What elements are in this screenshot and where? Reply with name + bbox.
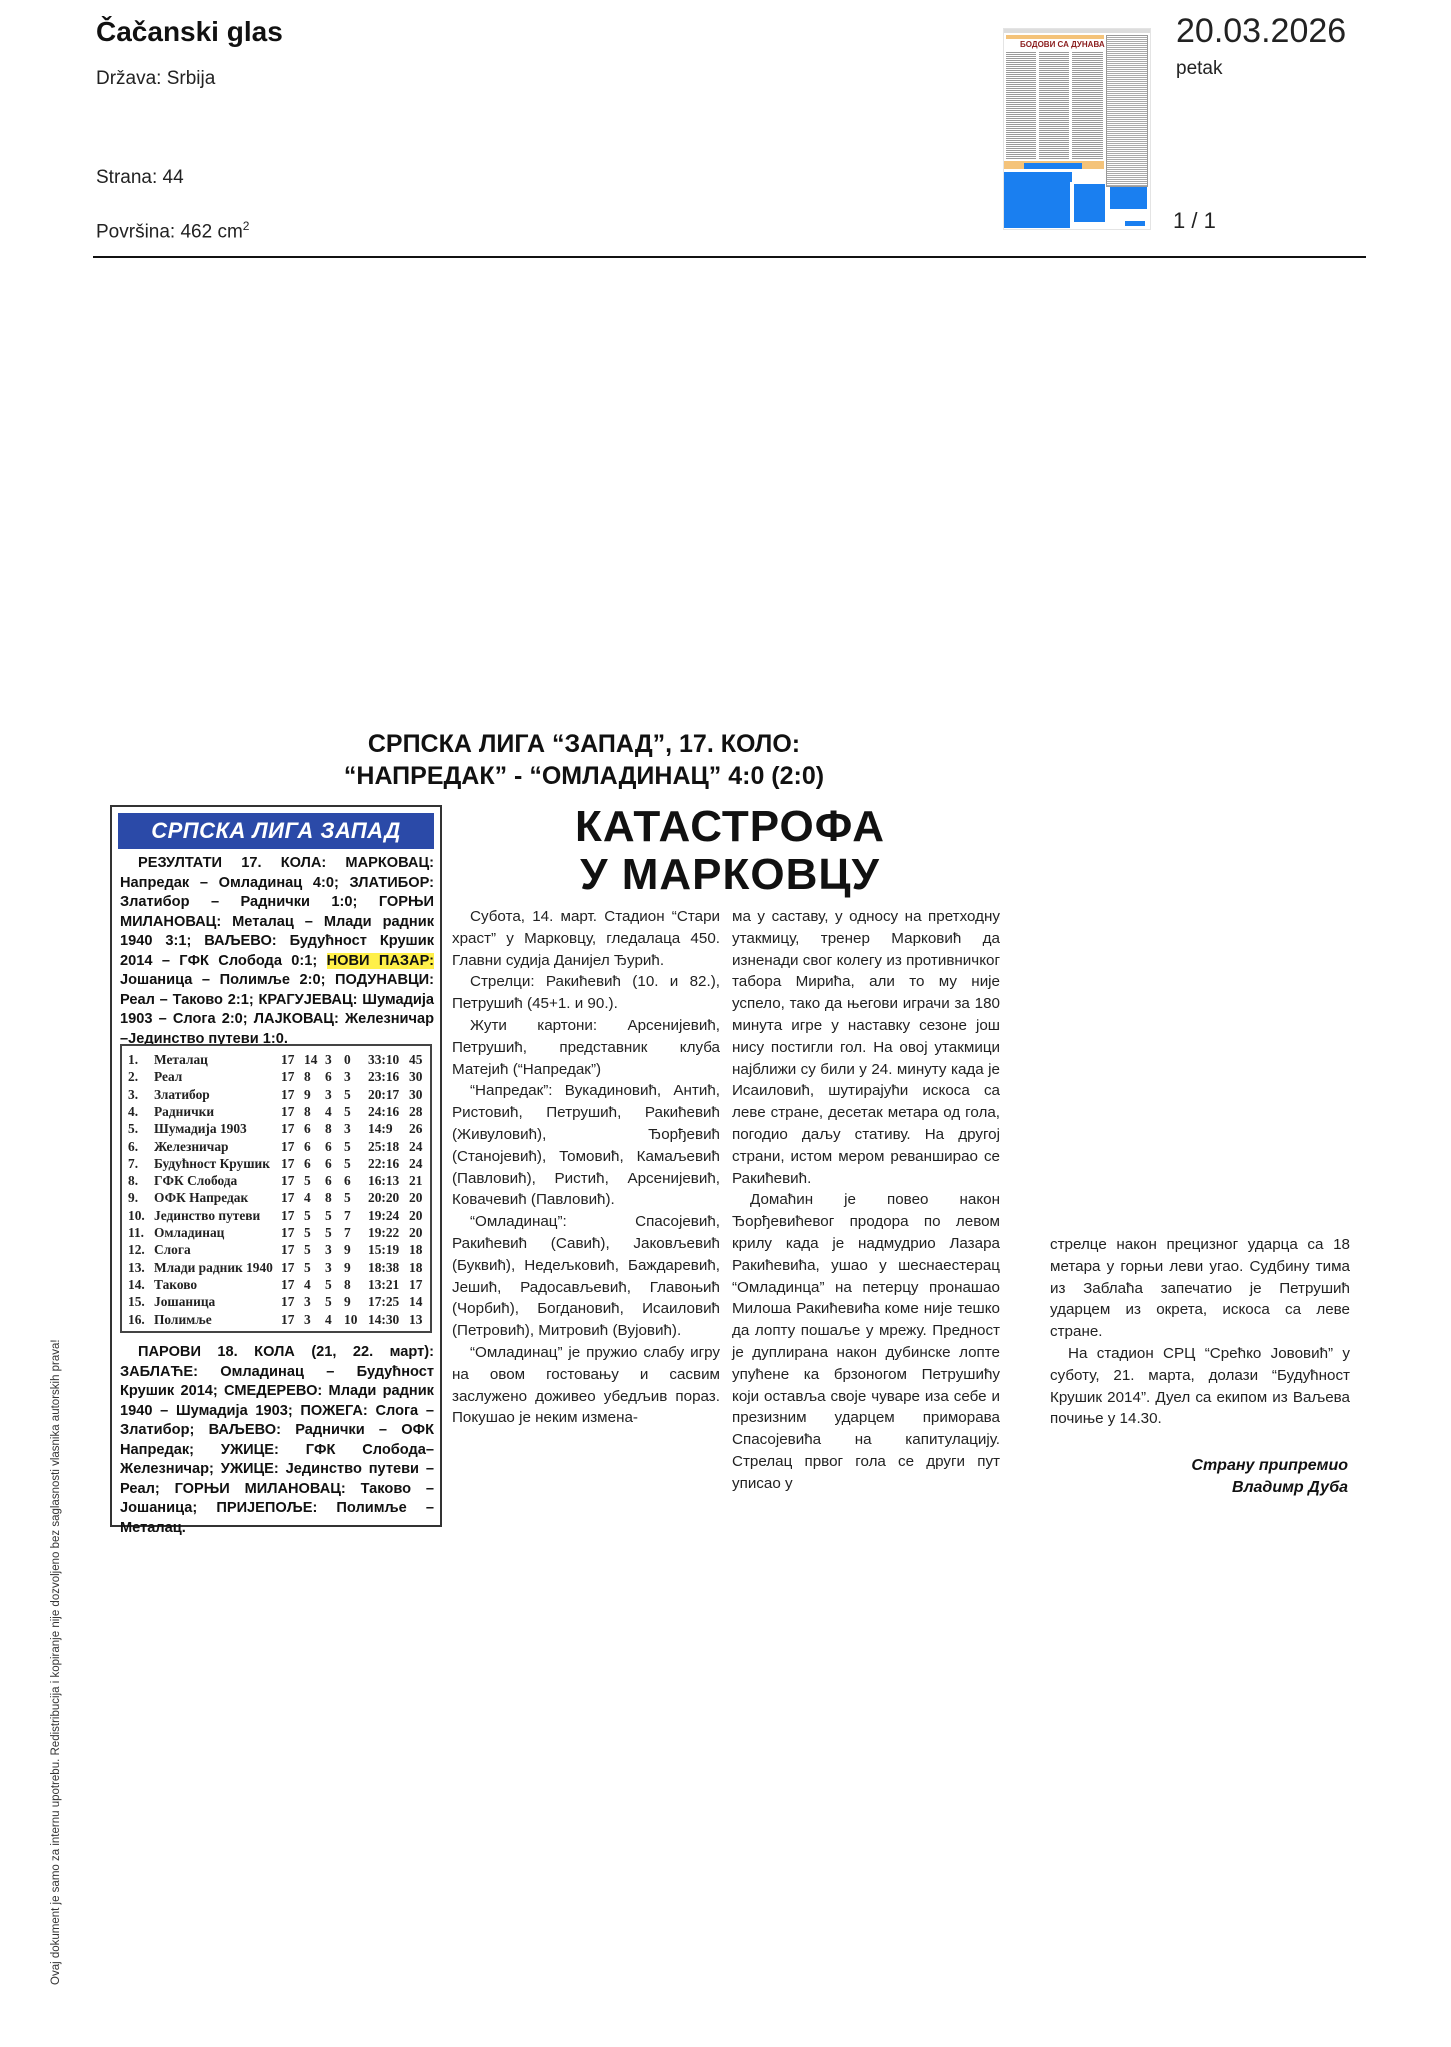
- standings-drawn: 3: [325, 1259, 332, 1275]
- standings-goals: 23:16: [368, 1069, 400, 1085]
- standings-won: 6: [304, 1121, 311, 1137]
- standings-drawn: 3: [325, 1242, 332, 1258]
- standings-lost: 7: [344, 1207, 351, 1223]
- standings-rank: 1.: [128, 1052, 139, 1067]
- standings-lost: 6: [344, 1173, 351, 1189]
- header-divider: [93, 256, 1366, 258]
- thumbnail-text-column: [1039, 51, 1069, 159]
- standings-lost: 10: [344, 1311, 358, 1327]
- standings-row: [126, 1087, 426, 1104]
- standings-goals: 20:20: [368, 1190, 400, 1206]
- league-sidebar-box: [110, 805, 442, 1536]
- standings-drawn: 6: [325, 1155, 332, 1171]
- thumbnail-highlight-block: [1024, 163, 1082, 169]
- standings-team: Раднички: [154, 1103, 215, 1119]
- thumbnail-highlight-block: [1074, 184, 1105, 222]
- author-signature: [1100, 1455, 1348, 1499]
- results-text-continued: Јошаница – Полимље 2:0; ПОДУНАВЦИ: Реал – Таково 2:1; КРАГУЈЕВАЦ: Шумадија 1903 – Слога 2:0; ЛАЈКОВАЦ: Железничар –Јединство путеви 1:0.: [120, 972, 434, 1047]
- thumbnail-text-column: [1072, 51, 1103, 159]
- standings-won: 14: [304, 1052, 318, 1067]
- standings-played: 17: [281, 1173, 295, 1189]
- article-paragraph: ма у саставу, у односу на претходну утакмицу, тренер Марковић да изненади свог колегу из противничког табора Мирића, али то му није успело, тако да његови играчи за 180 минута игре у наставку сезоне још нису постигли гол. На овој утакмици најближи су били у 24. минуту када је Исаиловић, шутирајући искоса са леве стране, десетак метара од гола, погодио даљу стативу. На другој страни, истом мером реванширао се Ракићевић.: [732, 908, 1000, 1187]
- standings-rank: 4.: [128, 1103, 139, 1119]
- standings-goals: 33:10: [368, 1052, 400, 1067]
- standings-won: 8: [304, 1103, 311, 1119]
- standings-row: [126, 1139, 426, 1156]
- standings-played: 17: [281, 1259, 295, 1275]
- copyright-watermark: Ovaj dokument je samo za internu upotrebu. Redistribucija i kopiranje nije dozvoljeno bez saglasnosti vlasnika autorskih prava!: [50, 1339, 62, 1985]
- standings-team: Будућност Крушик: [154, 1155, 270, 1171]
- thumbnail-highlight-block: [1054, 172, 1072, 182]
- standings-drawn: 8: [325, 1190, 332, 1206]
- article-column-1: [452, 906, 720, 1429]
- standings-drawn: 5: [325, 1276, 332, 1292]
- standings-goals: 18:38: [368, 1259, 400, 1275]
- signature-line-1: Страну припремио: [1191, 1457, 1348, 1474]
- standings-played: 17: [281, 1311, 295, 1327]
- article-paragraph: На стадион СРЦ “Срећко Јововић” у суботу, 21. марта, долази “Будућност Крушик 2014”. Дуел са екипом из Ваљева почиње у 14.30.: [1050, 1344, 1350, 1428]
- standings-rank: 11.: [128, 1225, 144, 1240]
- standings-played: 17: [281, 1103, 295, 1119]
- page-thumbnail[interactable]: [1003, 28, 1151, 230]
- supertitle-line-2: “НАПРЕДАК” - “ОМЛАДИНАЦ” 4:0 (2:0): [343, 762, 825, 790]
- standings-rank: 6.: [128, 1138, 139, 1154]
- standings-rank: 2.: [128, 1069, 139, 1085]
- supertitle-line-1: СРПСКА ЛИГА “ЗАПАД”, 17. КОЛО:: [367, 730, 801, 758]
- article-paragraph: “Омладинац” је пружио слабу игру на овом гостовању и сасвим заслужено доживео убедљив пораз. Покушао је неким измена-: [452, 1343, 720, 1427]
- standings-goals: 14:9: [368, 1121, 393, 1137]
- headline-line-2: У МАРКОВЦУ: [580, 850, 880, 899]
- standings-points: 20: [409, 1190, 423, 1206]
- standings-lost: 8: [344, 1276, 351, 1292]
- article-headline: [530, 803, 930, 899]
- article-paragraph: Жути картони: Арсенијевић, Петрушић, представник клуба Матејић (“Напредак”): [452, 1016, 720, 1078]
- standings-goals: 20:17: [368, 1086, 400, 1102]
- standings-row: [126, 1208, 426, 1225]
- standings-goals: 25:18: [368, 1138, 400, 1154]
- round-results: [120, 854, 434, 1049]
- standings-drawn: 6: [325, 1173, 332, 1189]
- thumbnail-band: [1006, 35, 1104, 39]
- article-supertitle: [314, 728, 854, 792]
- standings-lost: 3: [344, 1121, 351, 1137]
- area-label: [96, 219, 249, 243]
- standings-lost: 9: [344, 1259, 351, 1275]
- standings-points: 30: [409, 1086, 423, 1102]
- article-column-3: [1050, 1234, 1350, 1430]
- pairs-text: ПАРОВИ 18. КОЛА (21, 22. март): ЗАБЛАЋЕ: Омладинац – Будућност Крушик 2014; СМЕДЕРЕВО: Млади радник 1940 – Шумадија 1903; ПОЖЕГА: Слога – Златибор; ВАЉЕВО: Раднички – ОФК Напредак; УЖИЦЕ: ГФК Слобода–Железничар; УЖИЦЕ: Јединство путеви – Реал; ГОРЊИ МИЛАНОВАЦ: Таково – Јошаница; ПРИЈЕПОЉЕ: Полимље – Металац.: [120, 1344, 434, 1536]
- standings-lost: 5: [344, 1103, 351, 1119]
- standings-won: 3: [304, 1311, 311, 1327]
- thumbnail-title: БОДОВИ СА ДУНАВА: [1020, 40, 1105, 49]
- standings-row: [126, 1173, 426, 1190]
- standings-team: Јединство путеви: [154, 1207, 261, 1223]
- standings-played: 17: [281, 1276, 295, 1292]
- standings-points: 24: [409, 1155, 423, 1171]
- article-paragraph: “Омладинац”: Спасојевић, Ракићевић (Савић), Јаковљевић (Буквић), Недељковић, Баждаревић, Јешић, Радосављевић, Главоњић (Чорбић), Богдановић, Исаиловић (Петровић), Митровић (Вујовић).: [452, 1213, 720, 1340]
- standings-row: [126, 1052, 426, 1069]
- standings-table: [120, 1044, 432, 1333]
- standings-drawn: 5: [325, 1225, 332, 1240]
- standings-rank: 8.: [128, 1173, 139, 1189]
- standings-lost: 5: [344, 1190, 351, 1206]
- article-paragraph: “Напредак”: Вукадиновић, Антић, Ристовић, Петрушић, Ракићевић (Живуловић), Ђорђевић (Станојевић), Томовић, Камаљевић (Павловић), Ристић, Арсенијевић, Ковачевић (Павловић).: [452, 1082, 720, 1209]
- page-count: 1 / 1: [1173, 208, 1216, 233]
- standings-drawn: 5: [325, 1294, 332, 1310]
- standings-points: 20: [409, 1207, 423, 1223]
- standings-lost: 5: [344, 1086, 351, 1102]
- standings-row: [126, 1190, 426, 1207]
- standings-won: 6: [304, 1155, 311, 1171]
- standings-row: [126, 1121, 426, 1138]
- area-value: Površina: 462 cm: [96, 221, 243, 243]
- standings-rank: 16.: [128, 1311, 145, 1327]
- standings-played: 17: [281, 1190, 295, 1206]
- standings-drawn: 5: [325, 1207, 332, 1223]
- standings-lost: 3: [344, 1069, 351, 1085]
- standings-row: [126, 1242, 426, 1259]
- standings-drawn: 4: [325, 1103, 332, 1119]
- league-box-title: СРПСКА ЛИГА ЗАПАД: [118, 813, 434, 849]
- results-text: РЕЗУЛТАТИ 17. КОЛА: МАРКОВАЦ: Напредак – Омладинац 4:0; ЗЛАТИБОР: Златибор – Раднички 1:0; ГОРЊИ МИЛАНОВАЦ: Металац – Млади радник 1940 3:1; ВАЉЕВО: Будућност Крушик 2014 – ГФК Слобода 0:1;: [120, 855, 434, 969]
- standings-team: Омладинац: [154, 1225, 225, 1240]
- publication-title: Čačanski glas: [96, 16, 283, 47]
- standings-row: [126, 1156, 426, 1173]
- thumbnail-sidebar: [1106, 35, 1148, 187]
- standings-team: Слога: [154, 1242, 191, 1258]
- standings-rank: 13.: [128, 1259, 145, 1275]
- standings-lost: 9: [344, 1294, 351, 1310]
- standings-team: Јошаница: [154, 1294, 216, 1310]
- standings-drawn: 4: [325, 1311, 332, 1327]
- signature-author: Владимр Дуба: [1232, 1479, 1348, 1496]
- standings-won: 5: [304, 1207, 311, 1223]
- standings-lost: 9: [344, 1242, 351, 1258]
- standings-points: 20: [409, 1225, 423, 1240]
- standings-goals: 19:24: [368, 1207, 400, 1223]
- standings-team: ОФК Напредак: [154, 1190, 249, 1206]
- standings-points: 14: [409, 1294, 423, 1310]
- standings-team: Полимље: [154, 1311, 212, 1327]
- standings-goals: 19:22: [368, 1225, 400, 1240]
- weekday: petak: [1176, 58, 1223, 79]
- standings-team: Млади радник 1940: [154, 1259, 273, 1275]
- standings-points: 26: [409, 1121, 423, 1137]
- standings-goals: 22:16: [368, 1155, 400, 1171]
- standings-points: 24: [409, 1138, 423, 1154]
- standings-played: 17: [281, 1121, 295, 1137]
- standings-played: 17: [281, 1294, 295, 1310]
- standings-row: [126, 1277, 426, 1294]
- publication-date: 20.03.2026: [1176, 12, 1347, 50]
- headline-line-1: КАТАСТРОФА: [574, 802, 885, 851]
- article-paragraph: Домаћин је повео након Ђорђевићевог продора по левом крилу када је надмудрио Лазара Ракићевића, ушао у шеснаестерац “Омладинца” на петерцу пронашао Милоша Ракићевића коме није тешко да лопту пошаље у мрежу. Предност је дуплирана након дубинске лопте упућене ка брзоногом Петрушићу који оставља своје чуваре иза себе и презизним ударцем приморава Спасојевића на капитулацију. Стрелац првог гола се други пут уписао у: [732, 1191, 1000, 1492]
- standings-points: 13: [409, 1311, 423, 1327]
- country-label: Država: Srbija: [96, 68, 216, 89]
- standings-team: ГФК Слобода: [154, 1173, 238, 1189]
- standings-rank: 14.: [128, 1276, 145, 1292]
- page-label: Strana: 44: [96, 167, 184, 188]
- standings-rank: 3.: [128, 1086, 139, 1102]
- area-unit-superscript: 2: [242, 219, 250, 233]
- standings-played: 17: [281, 1225, 295, 1240]
- standings-won: 5: [304, 1225, 311, 1240]
- standings-drawn: 3: [325, 1052, 332, 1067]
- standings-drawn: 8: [325, 1121, 332, 1137]
- standings-points: 45: [409, 1052, 423, 1067]
- standings-rank: 10.: [128, 1207, 145, 1223]
- thumbnail-text-column: [1006, 51, 1036, 159]
- thumbnail-highlight-block: [1110, 187, 1147, 209]
- standings-lost: 0: [344, 1052, 351, 1067]
- standings-team: Железничар: [154, 1138, 229, 1154]
- standings-played: 17: [281, 1207, 295, 1223]
- standings-row: [126, 1260, 426, 1277]
- standings-lost: 5: [344, 1138, 351, 1154]
- standings-rank: 12.: [128, 1242, 145, 1258]
- standings-row: [126, 1104, 426, 1121]
- next-round-pairs: [120, 1343, 434, 1538]
- standings-points: 28: [409, 1103, 423, 1119]
- standings-won: 3: [304, 1294, 311, 1310]
- standings-row: [126, 1312, 426, 1329]
- standings-won: 4: [304, 1276, 311, 1292]
- standings-team: Металац: [154, 1052, 208, 1067]
- standings-row: [126, 1069, 426, 1086]
- standings-played: 17: [281, 1242, 295, 1258]
- standings-points: 18: [409, 1242, 423, 1258]
- standings-team: Реал: [154, 1069, 183, 1085]
- article-paragraph: Субота, 14. март. Стадион “Стари храст” у Марковцу, гледалаца 450. Главни судија Данијел Ђурић.: [452, 908, 720, 969]
- standings-lost: 7: [344, 1225, 351, 1240]
- standings-played: 17: [281, 1138, 295, 1154]
- standings-won: 5: [304, 1259, 311, 1275]
- standings-won: 9: [304, 1086, 311, 1102]
- standings-rank: 15.: [128, 1294, 145, 1310]
- standings-row: [126, 1225, 426, 1242]
- standings-won: 5: [304, 1173, 311, 1189]
- standings-played: 17: [281, 1086, 295, 1102]
- standings-drawn: 6: [325, 1138, 332, 1154]
- standings-played: 17: [281, 1052, 295, 1067]
- standings-goals: 14:30: [368, 1311, 400, 1327]
- standings-rank: 9.: [128, 1190, 139, 1206]
- standings-goals: 13:21: [368, 1276, 400, 1292]
- results-highlight: НОВИ ПАЗАР:: [326, 952, 434, 969]
- standings-won: 5: [304, 1242, 311, 1258]
- standings-won: 8: [304, 1069, 311, 1085]
- standings-drawn: 6: [325, 1069, 332, 1085]
- standings-goals: 16:13: [368, 1173, 400, 1189]
- standings-drawn: 3: [325, 1086, 332, 1102]
- standings-goals: 15:19: [368, 1242, 400, 1258]
- standings-points: 21: [409, 1173, 423, 1189]
- standings-team: Шумадија 1903: [154, 1121, 247, 1137]
- standings-rank: 7.: [128, 1155, 139, 1171]
- standings-won: 6: [304, 1138, 311, 1154]
- standings-row: [126, 1294, 426, 1311]
- standings-team: Златибор: [154, 1086, 210, 1102]
- standings-points: 17: [409, 1276, 423, 1292]
- standings-goals: 17:25: [368, 1294, 400, 1310]
- standings-goals: 24:16: [368, 1103, 400, 1119]
- standings-team: Таково: [154, 1276, 198, 1292]
- standings-rank: 5.: [128, 1121, 139, 1137]
- standings-won: 4: [304, 1190, 311, 1206]
- standings-points: 30: [409, 1069, 423, 1085]
- standings-played: 17: [281, 1155, 295, 1171]
- article-paragraph: Стрелци: Ракићевић (10. и 82.), Петрушић (45+1. и 90.).: [452, 973, 720, 1013]
- standings-points: 18: [409, 1259, 423, 1275]
- article-paragraph: стрелце након прецизног ударца са 18 метара у горњи леви угао. Судбину тима из Заблаћа запечатио је Петрушић ударцем из окрета, искоса са леве стране.: [1050, 1236, 1350, 1341]
- article-column-2: [732, 906, 1000, 1495]
- thumbnail-topbar: [1004, 29, 1150, 33]
- thumbnail-highlight-block: [1125, 221, 1145, 226]
- standings-lost: 5: [344, 1155, 351, 1171]
- standings-played: 17: [281, 1069, 295, 1085]
